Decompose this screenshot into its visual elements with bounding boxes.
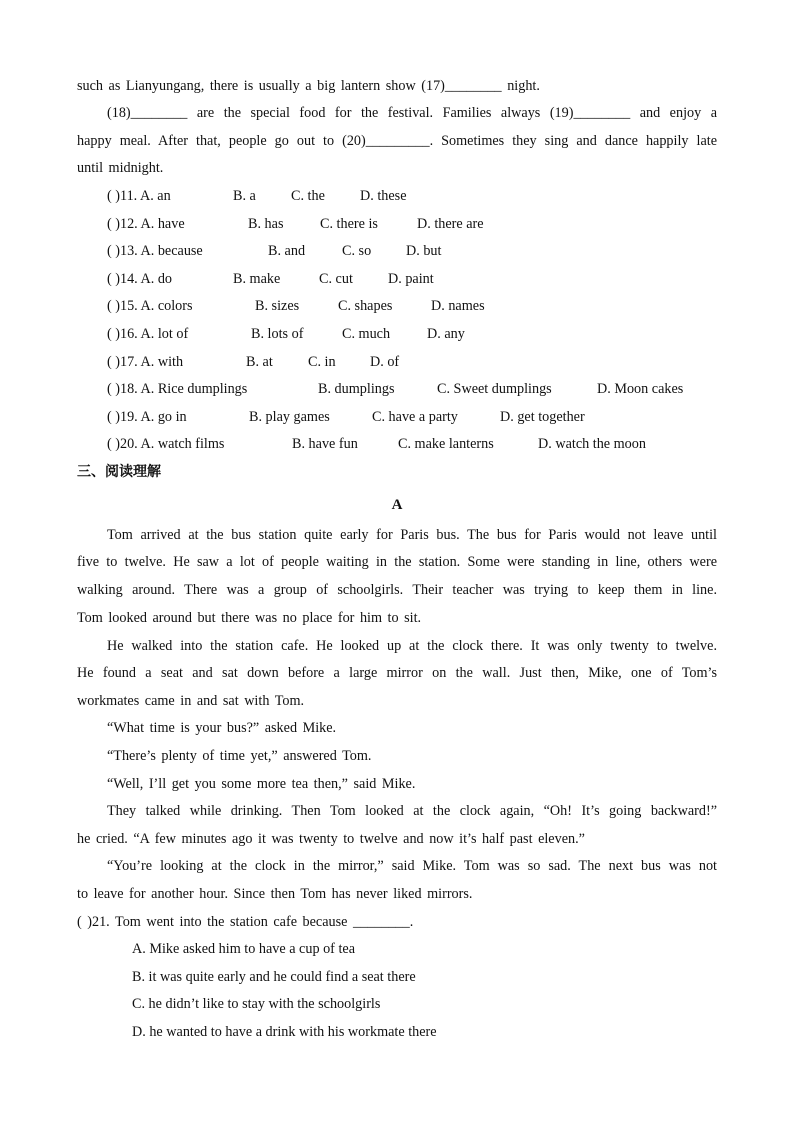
question-21-option-d: D. he wanted to have a drink with his workmate there [132,1024,437,1040]
option-c: C. there is [320,216,378,232]
question-21-option-c: C. he didn’t like to stay with the schoolgirls [132,996,381,1012]
question-number: ( )20. A. watch films [107,436,225,452]
option-d: D. but [406,243,442,259]
option-c: C. the [291,188,325,204]
question-21-option-b: B. it was quite early and he could find a seat there [132,969,416,985]
question-21-stem: ( )21. Tom went into the station cafe because ________. [77,914,414,930]
option-d: D. get together [500,409,585,425]
option-b: B. at [246,354,273,370]
option-d: D. these [360,188,407,204]
option-b: B. sizes [255,298,300,314]
passage-line: “Well, I’ll get you some more tea then,” said Mike. [107,776,416,792]
question-number: ( )14. A. do [107,271,173,287]
cloze-line-4: until midnight. [77,160,164,176]
option-b: B. has [248,216,284,232]
passage-line: “What time is your bus?” asked Mike. [107,720,337,736]
section-heading: 三、阅读理解 [77,464,161,480]
option-d: D. paint [388,271,434,287]
option-b: B. lots of [251,326,304,342]
option-b: B. play games [249,409,330,425]
question-21-option-a: A. Mike asked him to have a cup of tea [132,941,355,957]
option-d: D. any [427,326,465,342]
passage-line: five to twelve. He saw a lot of people waiting in the station. Some were standing in line, others were [77,554,717,570]
question-number: ( )19. A. go in [107,409,187,425]
passage-line: walking around. There was a group of schoolgirls. Their teacher was trying to keep them in line. [77,582,717,598]
passage-line: workmates came in and sat with Tom. [77,693,305,709]
option-c: C. much [342,326,391,342]
passage-line: Tom arrived at the bus station quite early for Paris bus. The bus for Paris would not leave until [107,527,717,543]
passage-line: He found a seat and sat down before a large mirror on the wall. Just then, Mike, one of Tom’s [77,665,717,681]
passage-line: They talked while drinking. Then Tom looked at the clock again, “Oh! It’s going backward!” [107,803,717,819]
question-number: ( )13. A. because [107,243,203,259]
option-c: C. Sweet dumplings [437,381,552,397]
option-b: B. a [233,188,256,204]
option-b: B. dumplings [318,381,395,397]
option-c: C. so [342,243,372,259]
option-b: B. have fun [292,436,358,452]
question-number: ( )12. A. have [107,216,185,232]
option-c: C. in [308,354,336,370]
cloze-line-2: (18)________ are the special food for the festival. Families always (19)________ and enjoy a [107,105,717,121]
option-d: D. of [370,354,400,370]
passage-line: He walked into the station cafe. He looked up at the clock there. It was only twenty to twelve. [107,638,717,654]
passage-line: Tom looked around but there was no place for him to sit. [77,610,422,626]
passage-title: A [391,497,403,513]
option-d: D. names [431,298,485,314]
option-c: C. shapes [338,298,393,314]
option-b: B. make [233,271,281,287]
option-b: B. and [268,243,306,259]
passage-line: to leave for another hour. Since then Tom has never liked mirrors. [77,886,473,902]
option-c: C. cut [319,271,353,287]
passage-line: “You’re looking at the clock in the mirror,” said Mike. Tom was so sad. The next bus was not [107,858,717,874]
question-number: ( )17. A. with [107,354,184,370]
cloze-line-1: such as Lianyungang, there is usually a big lantern show (17)________ night. [77,78,540,94]
option-d: D. Moon cakes [597,381,684,397]
passage-line: “There’s plenty of time yet,” answered Tom. [107,748,372,764]
question-number: ( )11. A. an [107,188,171,204]
option-c: C. make lanterns [398,436,494,452]
option-d: D. there are [417,216,484,232]
passage-line: he cried. “A few minutes ago it was twenty to twelve and now it’s half past eleven.” [77,831,585,847]
question-number: ( )16. A. lot of [107,326,189,342]
cloze-line-3: happy meal. After that, people go out to (20)_________. Sometimes they sing and dance happily late [77,133,717,149]
question-number: ( )18. A. Rice dumplings [107,381,248,397]
option-c: C. have a party [372,409,458,425]
question-number: ( )15. A. colors [107,298,193,314]
option-d: D. watch the moon [538,436,646,452]
